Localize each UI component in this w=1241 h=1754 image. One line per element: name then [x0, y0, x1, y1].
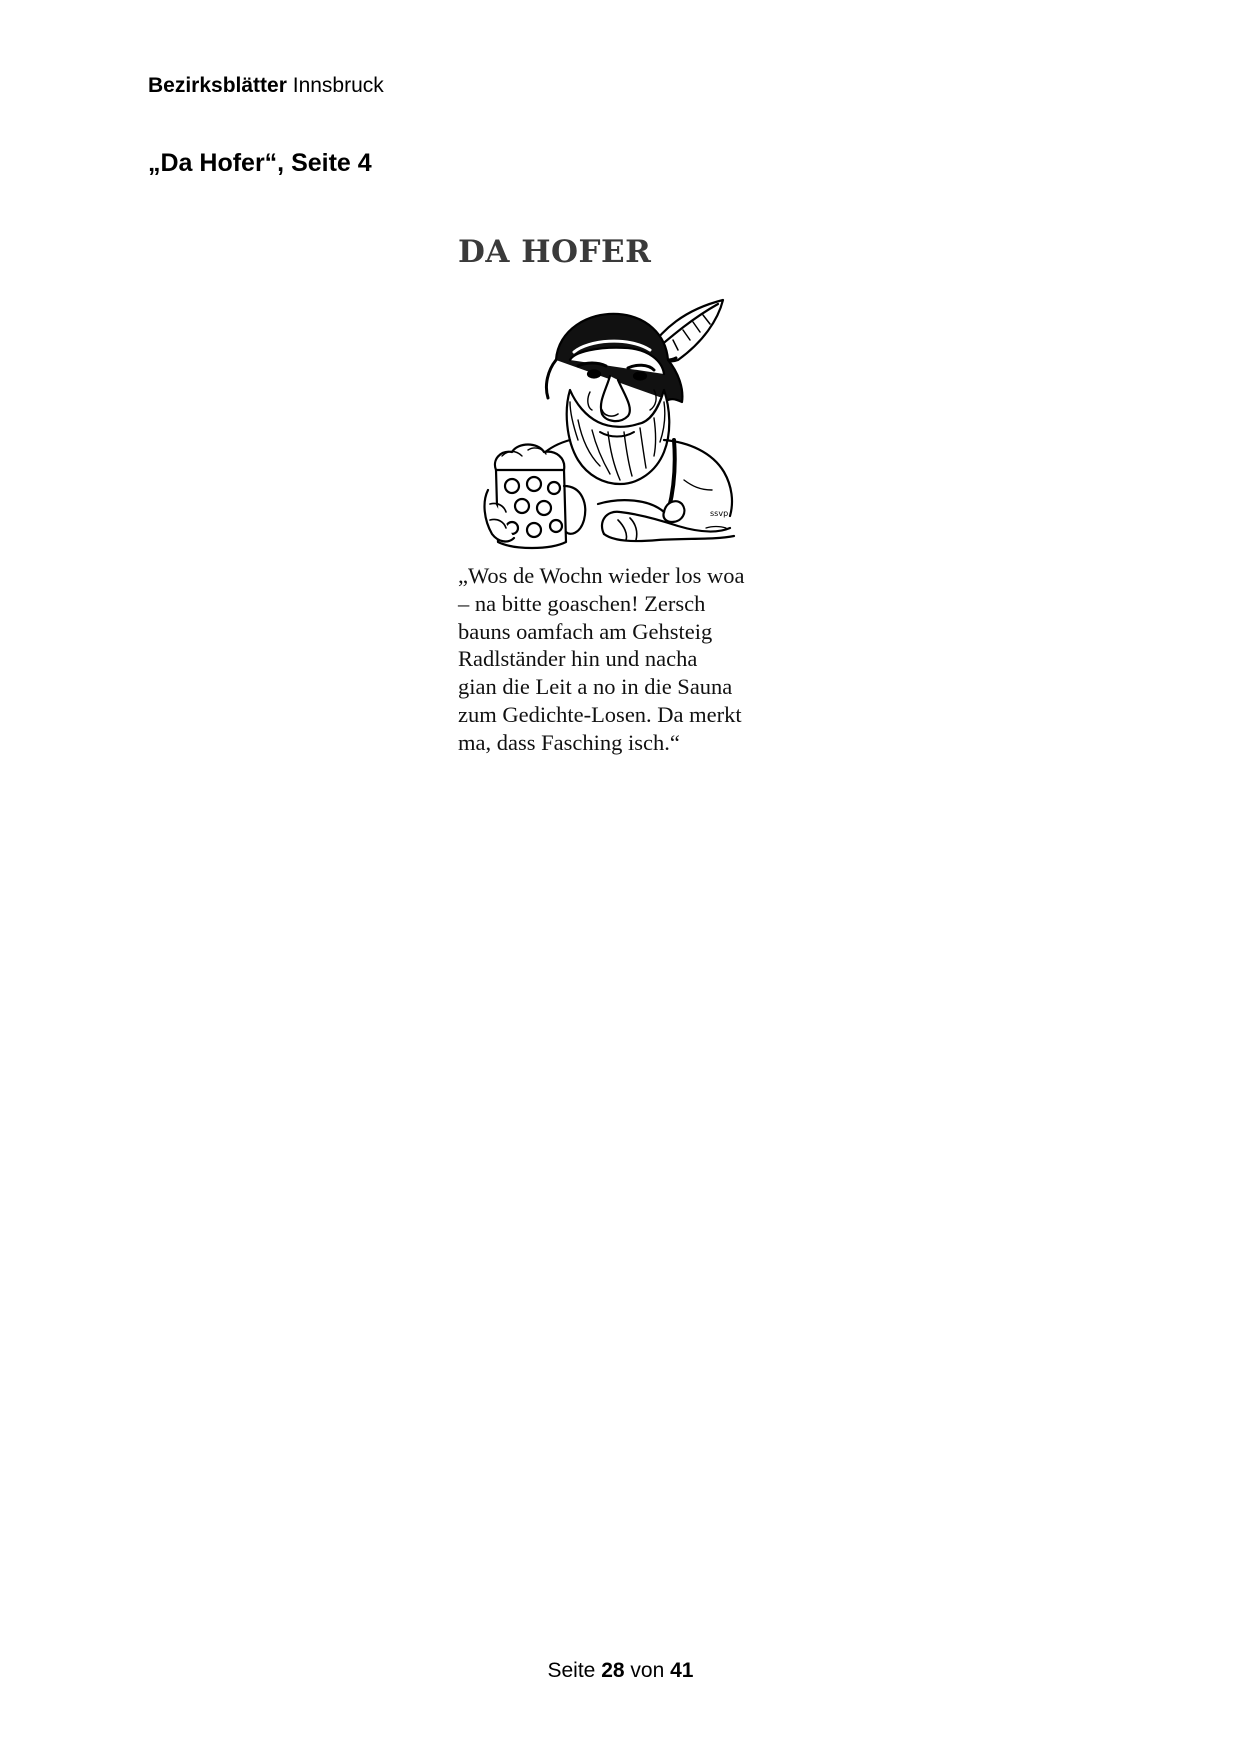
quote-line: gian die Leit a no in die Sauna [458, 674, 733, 700]
beer-mug-icon [485, 445, 586, 549]
quote-line: zum Gedichte-Losen. Da merkt [458, 701, 742, 727]
footer-separator: von [630, 1659, 665, 1682]
quote-line: ma, dass Fasching isch.“ [458, 729, 680, 755]
quote-line: – na bitte goaschen! Zersch [458, 590, 706, 616]
section-title: „Da Hofer“, Seite 4 [148, 149, 372, 177]
header-location: Innsbruck [292, 74, 384, 97]
page-footer [0, 1658, 1241, 1684]
quote-line: Radlständer hin und nacha [458, 646, 698, 672]
document-header [148, 73, 384, 99]
hofer-cartoon-illustration [478, 290, 758, 556]
clipping-title: DA HOFER [458, 234, 652, 270]
clipping-quote [458, 562, 798, 757]
cartoon-signature: ssvp [710, 509, 729, 518]
footer-prefix: Seite [547, 1659, 596, 1682]
current-page-number: 28 [601, 1659, 625, 1682]
quote-line: bauns oamfach am Gehsteig [458, 618, 713, 644]
total-page-count: 41 [670, 1659, 694, 1682]
quote-line: „Wos de Wochn wieder los woa [458, 563, 745, 588]
header-brand: Bezirksblätter [148, 74, 287, 97]
newspaper-clipping [458, 232, 798, 757]
